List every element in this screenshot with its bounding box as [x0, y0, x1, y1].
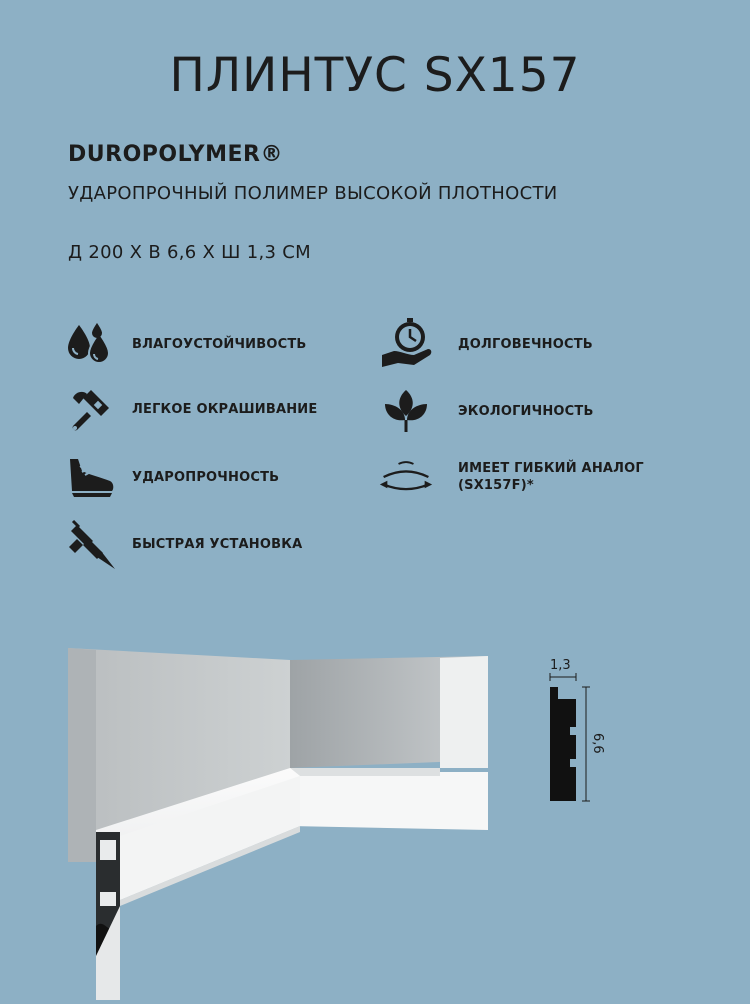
dimensions-text: Д 200 Х В 6,6 Х Ш 1,3 СМ [68, 242, 312, 263]
feature-label: ВЛАГОУСТОЙЧИВОСТЬ [132, 336, 307, 352]
profile-width-label: 1,3 [550, 658, 571, 673]
paint-brush-icon [62, 381, 118, 437]
page-title: ПЛИНТУС SX157 [169, 48, 581, 103]
clock-hand-icon [378, 316, 434, 372]
feature-label: УДАРОПРОЧНОСТЬ [132, 469, 280, 485]
leaves-icon [378, 383, 434, 439]
feature-quick-install [62, 516, 302, 572]
feature-label: ЛЕГКОЕ ОКРАШИВАНИЕ [132, 401, 318, 417]
feature-easy-painting [62, 381, 317, 437]
material-description: УДАРОПРОЧНЫЙ ПОЛИМЕР ВЫСОКОЙ ПЛОТНОСТИ [68, 183, 558, 204]
feature-label-line1: ИМЕЕТ ГИБКИЙ АНАЛОГ [458, 461, 644, 476]
feature-moisture-resistance [62, 316, 307, 372]
baseboard-render [0, 600, 520, 1004]
feature-label-line2: (SX157F)* [458, 478, 534, 493]
feature-label: ЭКОЛОГИЧНОСТЬ [458, 403, 594, 419]
feature-impact-resistance [62, 449, 279, 505]
feature-label: БЫСТРАЯ УСТАНОВКА [132, 536, 303, 552]
feature-durability [378, 316, 593, 372]
feature-eco-friendly [378, 383, 594, 439]
profile-height-label: 6,6 [590, 733, 605, 754]
profile-diagram [530, 655, 620, 819]
feature-label [458, 460, 644, 494]
shoe-icon [62, 449, 118, 505]
brand-name: DUROPOLYMER® [68, 142, 283, 167]
water-drops-icon [62, 316, 118, 372]
feature-label: ДОЛГОВЕЧНОСТЬ [458, 336, 593, 352]
flex-arrows-icon [378, 449, 434, 505]
feature-flexible-analog [378, 449, 644, 505]
glue-gun-icon [62, 516, 118, 572]
